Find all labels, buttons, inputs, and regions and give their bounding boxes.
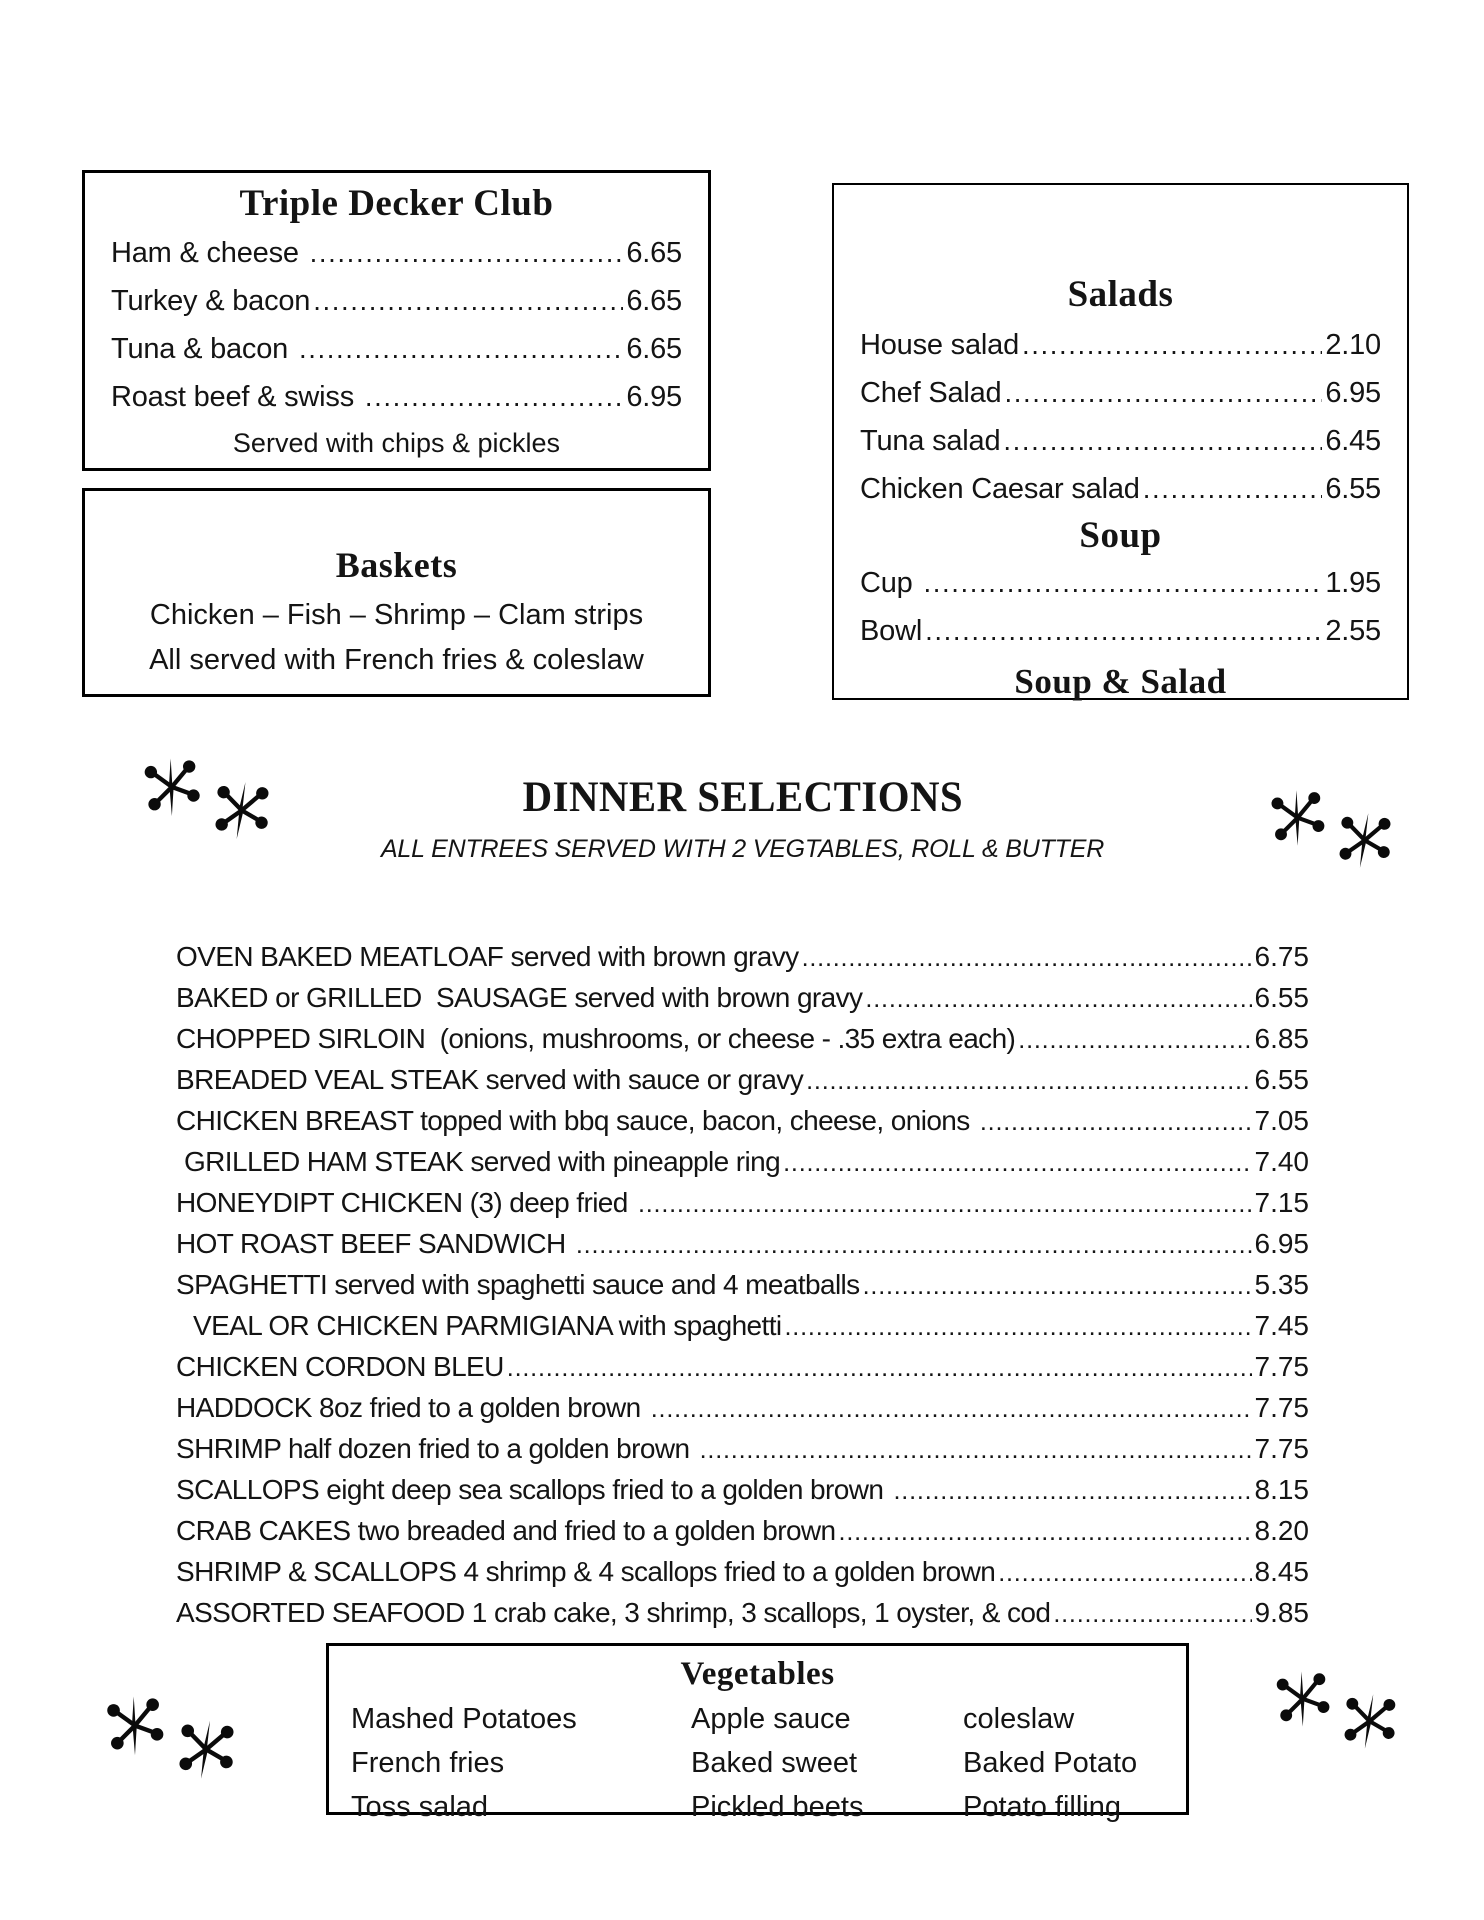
vegetable-item: Pickled beets [691,1791,864,1823]
menu-item-price: 8.45 [1254,1556,1309,1587]
menu-item-price: 8.20 [1254,1515,1309,1546]
menu-item-name: Roast beef & swiss [111,381,362,413]
menu-item-price: 2.10 [1325,329,1381,361]
menu-item-price: 6.65 [626,285,682,317]
menu-item-price: 7.15 [1254,1187,1309,1218]
page-title: DINNER SELECTIONS [522,774,963,821]
menu-item-row [111,277,682,325]
baskets-varieties: Chicken – Fish – Shrimp – Clam strips [149,599,644,631]
dot-leader [865,978,1251,1019]
menu-item-price: 6.65 [626,333,682,365]
menu-item-price: 6.95 [1325,377,1381,409]
dot-leader [1018,1019,1251,1060]
vegetable-item: Baked Potato [963,1747,1138,1779]
menu-item-price: 7.75 [1254,1392,1309,1423]
menu-item-price: 7.45 [1254,1310,1309,1341]
dot-leader [365,373,623,421]
salads-soup-section [832,183,1409,700]
dot-leader [980,1101,1252,1142]
menu-item-price: 7.75 [1254,1433,1309,1464]
dot-leader [1053,1593,1251,1634]
dot-leader [299,325,623,373]
menu-item-name: BREADED VEAL STEAK served with sauce or gravy [176,1064,804,1095]
menu-item-price: 6.55 [1254,982,1309,1013]
dinner-selections-header [176,773,1309,864]
dot-leader [638,1183,1252,1224]
section-title: Vegetables [680,1656,835,1692]
menu-item-row [176,1142,1309,1183]
vegetable-item: Apple sauce [691,1703,851,1735]
menu-item-name: HONEYDIPT CHICKEN (3) deep fried [176,1187,635,1218]
menu-item-price: 7.05 [1254,1105,1309,1136]
menu-item-name: SHRIMP half dozen fried to a golden brown [176,1433,697,1464]
menu-item-name: HOT ROAST BEEF SANDWICH [176,1228,573,1259]
dot-leader [802,937,1252,978]
menu-item-price: 6.95 [626,381,682,413]
menu-item-name: Turkey & bacon [111,285,311,317]
menu-item-row [176,1347,1309,1388]
jacks-icon [100,1694,262,1798]
menu-item-row [860,559,1381,607]
menu-item-row [176,1183,1309,1224]
dot-leader [700,1429,1252,1470]
menu-item-row [860,369,1381,417]
dot-leader [863,1265,1252,1306]
menu-item-row [176,1511,1309,1552]
menu-item-row [111,373,682,421]
section-note: Served with chips & pickles [232,428,561,458]
menu-item-row [860,607,1381,655]
menu-item-price: 6.65 [626,237,682,269]
dot-leader [651,1388,1252,1429]
menu-item-row [176,1060,1309,1101]
section-title: Soup [1079,515,1162,556]
menu-item-price: 7.40 [1254,1146,1309,1177]
dinner-subtitle: ALL ENTREES SERVED WITH 2 VEGTABLES, ROLL & BUTTER [380,835,1105,863]
menu-item-name: Chicken Caesar salad [860,473,1140,505]
menu-item-row [176,1470,1309,1511]
menu-item-row [111,229,682,277]
vegetables-grid [351,1697,1164,1829]
dot-leader [576,1224,1252,1265]
menu-item-row [176,937,1309,978]
menu-item-name: OVEN BAKED MEATLOAF served with brown gravy [176,941,799,972]
menu-item-row [176,1224,1309,1265]
menu-item-price: 6.45 [1325,425,1381,457]
menu-item-price: 8.15 [1254,1474,1309,1505]
dot-leader [925,607,1322,655]
menu-item-name: HADDOCK 8oz fried to a golden brown [176,1392,648,1423]
dot-leader [313,277,623,325]
menu-item-name: CHICKEN CORDON BLEU [176,1351,504,1382]
menu-item-price: 6.95 [1254,1228,1309,1259]
jacks-icon [1272,1666,1420,1770]
dot-leader [998,1552,1251,1593]
menu-item-row [860,417,1381,465]
menu-item-row [111,325,682,373]
baskets-section [82,488,711,697]
menu-item-name: CHICKEN BREAST topped with bbq sauce, bacon, cheese, onions [176,1105,977,1136]
menu-item-price: 6.75 [1254,941,1309,972]
menu-item-name: SHRIMP & SCALLOPS 4 shrimp & 4 scallops fried to a golden brown [176,1556,996,1587]
dot-leader [783,1142,1251,1183]
menu-item-price: 6.55 [1325,473,1381,505]
section-note: All served with French fries & coleslaw [149,644,644,676]
dot-leader [806,1060,1251,1101]
dot-leader [1003,417,1322,465]
triple-decker-club-section [82,170,711,471]
dot-leader [310,229,624,277]
menu-item-name: BAKED or GRILLED SAUSAGE served with brown gravy [176,982,863,1013]
menu-item-name: CHOPPED SIRLOIN (onions, mushrooms, or cheese - .35 extra each) [176,1023,1016,1054]
menu-item-row [176,1265,1309,1306]
section-title: Salads [1067,274,1174,315]
vegetable-item: Mashed Potatoes [351,1703,577,1735]
menu-item-row [176,1306,1309,1347]
vegetable-item: Toss salad [351,1791,489,1823]
menu-item-price: 9.85 [1254,1597,1309,1628]
menu-item-row [860,321,1381,369]
menu-item-name: SCALLOPS eight deep sea scallops fried to a golden brown [176,1474,891,1505]
menu-item-name: CRAB CAKES two breaded and fried to a golden brown [176,1515,836,1546]
section-title: Triple Decker Club [239,183,554,224]
section-title: Soup & Salad [1014,662,1227,701]
menu-item-row [860,465,1381,513]
dot-leader [923,559,1322,607]
menu-item-name: VEAL OR CHICKEN PARMIGIANA with spaghetti [193,1310,782,1341]
dot-leader [1005,369,1323,417]
dinner-item-list [176,937,1309,1634]
vegetable-item: Potato filling [963,1791,1121,1823]
menu-item-row [176,1552,1309,1593]
menu-item-name: ASSORTED SEAFOOD 1 crab cake, 3 shrimp, 3 scallops, 1 oyster, & cod [176,1597,1051,1628]
vegetable-item: French fries [351,1747,505,1779]
dot-leader [507,1347,1252,1388]
vegetable-item: coleslaw [963,1703,1075,1735]
dot-leader [785,1306,1252,1347]
menu-item-price: 1.95 [1325,567,1381,599]
menu-item-name: Cup [860,567,921,599]
menu-item-row [176,1101,1309,1142]
menu-item-name: SPAGHETTI served with spaghetti sauce and 4 meatballs [176,1269,860,1300]
dot-leader [839,1511,1252,1552]
menu-item-row [176,1019,1309,1060]
menu-item-name: Ham & cheese [111,237,307,269]
menu-item-name: Tuna salad [860,425,1001,457]
dot-leader [894,1470,1252,1511]
dot-leader [1143,465,1323,513]
menu-item-row [176,1388,1309,1429]
menu-item-price: 5.35 [1254,1269,1309,1300]
menu-item-price: 2.55 [1325,615,1381,647]
menu-item-name: GRILLED HAM STEAK served with pineapple ring [184,1146,781,1177]
menu-item-row [176,978,1309,1019]
section-title: Baskets [335,545,458,585]
menu-item-price: 6.85 [1254,1023,1309,1054]
menu-item-row [176,1429,1309,1470]
menu-item-price: 7.75 [1254,1351,1309,1382]
vegetables-section [326,1643,1189,1823]
menu-item-name: House salad [860,329,1020,361]
menu-item-price: 6.55 [1254,1064,1309,1095]
menu-item-row [176,1593,1309,1634]
vegetable-item: Baked sweet [691,1747,858,1779]
menu-item-name: Chef Salad [860,377,1002,409]
menu-item-name: Bowl [860,615,923,647]
dot-leader [1022,321,1322,369]
menu-item-name: Tuna & bacon [111,333,296,365]
